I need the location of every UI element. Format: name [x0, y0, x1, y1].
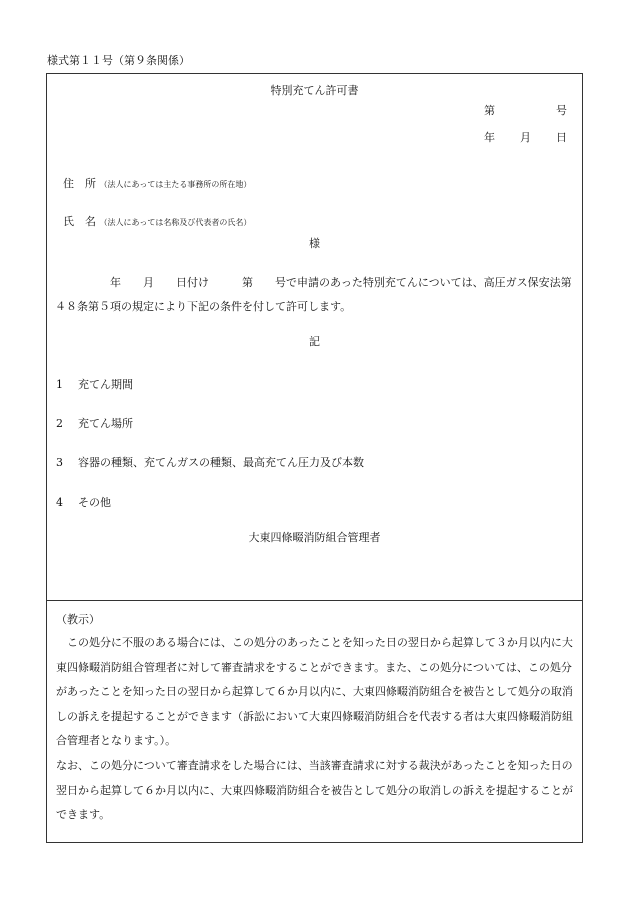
- date-day: 日: [556, 131, 567, 144]
- notice-paragraph-2: なお、この処分について審査請求をした場合には、当該審査請求に対する裁決があったことを知った日の翌日から起算して６か月以内に、大東四條畷消防組合を被告として処分の取消しの訴えを提起することができます。: [56, 759, 573, 822]
- honorific-sama: 様: [309, 237, 320, 250]
- number-dai: 第: [484, 104, 495, 117]
- permit-body-text: 年 月 日付け 第 号で申請のあった特別充てんについては、高圧ガス保安法第４８条第５項の規定により下記の条件を付して許可します。: [55, 276, 572, 313]
- condition-item: [56, 454, 364, 470]
- item-number: 2: [56, 417, 63, 430]
- item-text: その他: [78, 496, 111, 509]
- item-number: 3: [56, 456, 63, 469]
- item-number: 1: [56, 378, 63, 391]
- notice-heading: （教示）: [56, 613, 100, 626]
- address-line: [63, 175, 251, 191]
- address-note: （法人にあっては主たる事務所の所在地）: [99, 180, 252, 189]
- document-title: 特別充てん許可書: [270, 84, 359, 97]
- condition-item: [56, 494, 111, 510]
- item-text: 充てん場所: [78, 417, 133, 430]
- item-text: 容器の種類、充てんガスの種類、最高充てん圧力及び本数: [78, 456, 364, 469]
- condition-item: [56, 415, 133, 431]
- number-go: 号: [556, 104, 567, 117]
- notice-box: [46, 600, 583, 843]
- ki-heading: 記: [309, 335, 320, 348]
- form-number-label: 様式第１１号（第９条関係）: [47, 54, 190, 67]
- issuer-name: 大東四條畷消防組合管理者: [248, 531, 381, 544]
- name-note: （法人にあっては名称及び代表者の氏名）: [99, 218, 252, 227]
- name-line: [63, 213, 251, 229]
- condition-item: [56, 376, 133, 392]
- address-label: 住 所: [63, 177, 96, 190]
- name-label: 氏 名: [63, 215, 96, 228]
- item-text: 充てん期間: [78, 378, 133, 391]
- date-year: 年: [484, 131, 495, 144]
- notice-paragraph-1: この処分に不服のある場合には、この処分のあったことを知った日の翌日から起算して３か月以内に大東四條畷消防組合管理者に対して審査請求をすることができます。また、この処分については、この処分があったことを知った日の翌日から起算して６か月以内に、大東四條畷消防組合を被告として処分の取消しの訴えを提起することができます（訴訟において大東四條畷消防組合を代表する者は大東四條畷消防組合管理者となります。）。: [56, 636, 573, 748]
- permit-document-box: [46, 73, 583, 601]
- date-month: 月: [520, 131, 531, 144]
- item-number: 4: [56, 496, 63, 509]
